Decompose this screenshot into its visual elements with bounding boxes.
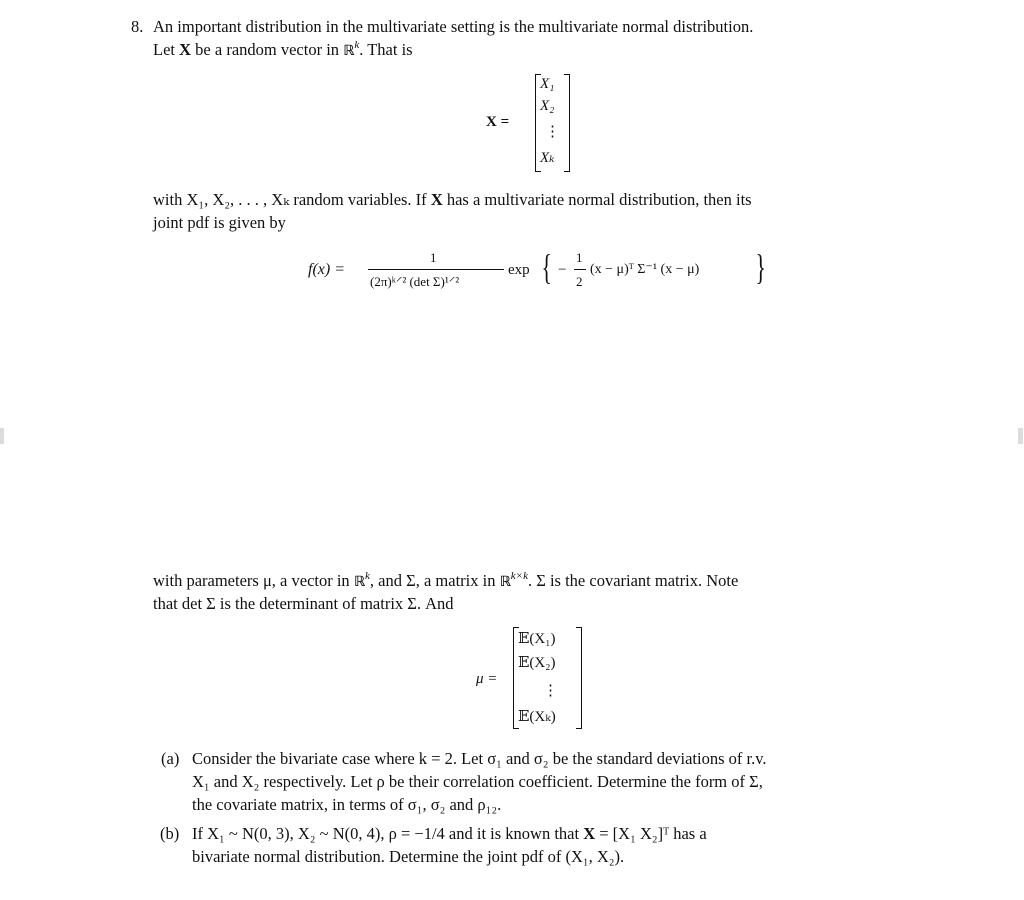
vector-x-entry-1: X₁ [540,76,555,92]
pdf-fraction-bar [368,269,504,270]
vector-mu [470,625,590,731]
params-R2: ℝ [499,574,511,590]
vector-mu-entry-2: 𝔼(X₂) [518,655,556,671]
intro-R: ℝ [343,43,355,59]
vector-x-right-bracket [564,74,570,172]
vector-x-entry-4: Xₖ [540,150,555,166]
intro-line-1: An important distribution in the multivariate setting is the multivariate normal distribution. [153,17,754,36]
intro-X: X [179,40,192,59]
part-a-line-2: X₁ and X₂ respectively. Let ρ be their correlation coefficient. Determine the form of Σ, [192,772,763,791]
part-a-line-3: the covariate matrix, in terms of σ₁, σ₂ and ρ₁₂. [192,795,502,814]
pdf-half-bar [574,269,586,270]
vector-mu-label: μ = [476,671,498,687]
vector-x-entry-2: X₂ [540,98,555,114]
pdf-brace-open: { [541,247,552,287]
pdf-lhs: f(x) = [308,261,345,278]
part-b-line-1-b: = [X₁ X₂]ᵀ has a [599,824,707,843]
with-line-1 [153,189,752,211]
right-edge-mark [1018,428,1023,444]
left-edge-mark [0,428,4,444]
part-b-line-2: bivariate normal distribution. Determine the joint pdf of (X₁, X₂). [192,847,625,866]
pdf-exponent-body: (x − μ)ᵀ Σ⁻¹ (x − μ) [590,262,700,277]
pdf-denominator: (2π)ᵏ⸍² (det Σ)¹⸍² [370,274,460,289]
params-line-1-b: , and Σ, a matrix in [369,571,496,590]
part-b-label: (b) [160,824,180,843]
part-b-line-1-a: If X₁ ~ N(0, 3), X₂ ~ N(0, 4), ρ = −1/4 and it is known that [192,824,580,843]
pdf-formula [300,244,780,300]
vector-x-label: X = [486,114,510,130]
intro-line-2 [153,39,413,62]
vector-x-entry-3: ⋮ [545,124,560,140]
params-k1: k [365,570,370,582]
part-a-label: (a) [161,749,180,768]
vector-mu-right-bracket [576,627,582,729]
intro-post: . That is [359,40,413,59]
vector-x [480,72,580,172]
intro-let: Let [153,40,175,59]
params-line-1-a: with parameters μ, a vector in [153,571,350,590]
vector-mu-entry-4: 𝔼(Xₖ) [518,709,556,725]
part-b-X: X [583,824,596,843]
params-line-1 [153,570,738,593]
with-line-1-X: X [430,190,443,209]
part-b-line-1 [192,823,707,845]
part-a-line-1: Consider the bivariate case where k = 2. Let σ₁ and σ₂ be the standard deviations of r.v. [192,749,767,768]
pdf-numerator: 1 [430,250,437,265]
intro-mid: be a random vector in [195,40,340,59]
pdf-half-num: 1 [576,250,583,265]
vector-mu-entry-1: 𝔼(X₁) [518,631,556,647]
with-line-1-b: has a multivariate normal distribution, then its [446,190,752,209]
with-line-1-a: with X₁, X₂, . . . , Xₖ random variables. If [153,190,427,209]
pdf-brace-close: } [755,247,766,287]
problem-number: 8. [131,17,144,36]
pdf-half-den: 2 [576,274,583,289]
vector-mu-entry-3: ⋮ [543,683,558,699]
params-R1: ℝ [353,574,366,590]
params-k2: k×k [510,570,528,582]
params-line-2: that det Σ is the determinant of matrix Σ. And [153,594,454,613]
intro-k: k [354,39,360,51]
pdf-neg: − [558,262,567,278]
params-line-1-c: . Σ is the covariant matrix. Note [527,571,739,590]
with-line-2: joint pdf is given by [153,213,286,232]
pdf-exp: exp [508,262,530,278]
